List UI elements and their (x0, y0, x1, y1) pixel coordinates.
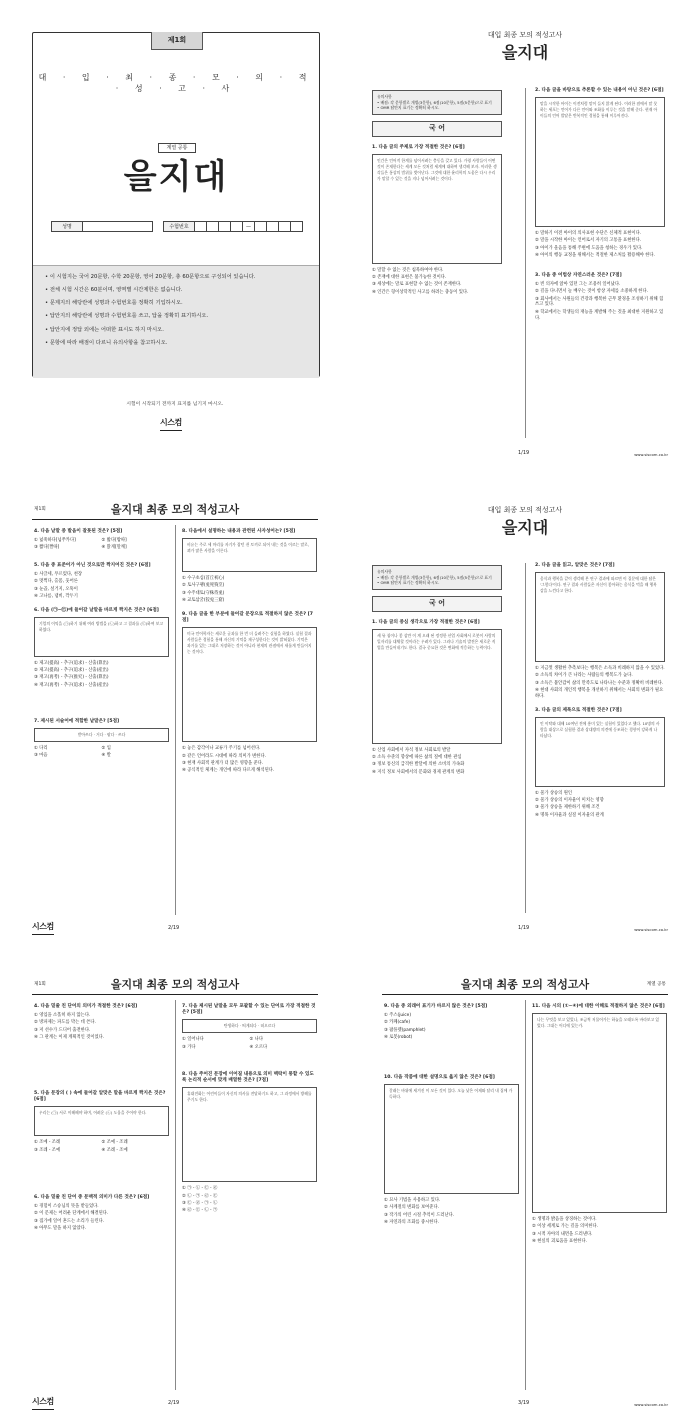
option[interactable]: ④ 명목 이자율과 실질 이자율의 관계 (535, 812, 604, 818)
right-column (535, 563, 665, 827)
options (34, 661, 169, 689)
page-number: 1/19 (518, 450, 530, 456)
option[interactable]: ④ 교토삼굴(狡兎三窟) (182, 598, 225, 604)
option[interactable]: ② 소득의 차이가 큰 나라는 사람들의 행복도가 높다. (535, 673, 633, 679)
exam-page-3 (350, 475, 700, 950)
option[interactable]: ① 지금껏 생활한 추측보다는 행복은 소득과 비례하지 않을 수 있었다. (535, 666, 665, 672)
number-cell (207, 222, 219, 231)
option[interactable]: ① 영입을 소홀히 하지 않는다. (34, 1013, 91, 1019)
cover-note: • 문제지의 해당란에 성명과 수험번호를 정확히 기입하시오. (45, 300, 309, 307)
passage-box: 우리는 (㉠) 서로 이해해야 하며, 어려운 (㉡) 도움을 주어야 한다. (34, 1106, 169, 1136)
subject-header: 국 어 (372, 121, 502, 136)
question: 4. 다음 밑줄 친 단어의 의미가 적절한 것은? [6점] (34, 1004, 138, 1009)
option[interactable]: ③ 아이가 울음을 통해 주변에 도움을 청하는 경우가 있다. (535, 245, 643, 251)
track-label: 계열 공통 (158, 143, 196, 153)
page-number: 1/19 (518, 925, 530, 931)
notice-title: 유의사항 (377, 569, 392, 574)
options (535, 282, 665, 321)
option[interactable]: ④ 현대 사회의 개인적 행복을 개선하기 위해서는 사회의 변화가 필요하다. (535, 688, 664, 699)
right-column (182, 1004, 317, 1222)
exam-page-1 (350, 0, 700, 475)
option[interactable]: ① 놓은 감각이나 교류가 주기를 넘어선다. (182, 746, 261, 752)
passage-box: 기업의 이익을 (㉠)하기 위해 여러 방법을 (㉡)하고 그 결과를 (㉢)하여 보고하였다. (34, 617, 169, 657)
options (535, 231, 665, 259)
right-column (532, 1004, 667, 1253)
left-column (34, 1004, 169, 1240)
question: 10. 다음 작품에 대한 설명으로 옳지 않은 것은? [6점] (384, 1074, 495, 1080)
option[interactable]: ④ 재고(再考) - 추구(追求) - 산출(産出) (34, 682, 109, 688)
passage-box: 휴대전화는 어린이들이 자신의 의사를 전달하기도 하고, 그 과정에서 방해를 주기도 한다. (182, 1087, 317, 1182)
header-rule (382, 994, 668, 995)
column-divider (175, 525, 176, 915)
option[interactable]: ④ 로봇(robot) (384, 1035, 413, 1041)
option[interactable]: ② 나다 (249, 1037, 264, 1043)
question: 9. 다음 글을 한 부분에 들어갈 문장으로 적절하지 않은 것은? [7점] (182, 611, 313, 624)
question: 6. 다음 (㉠~㉢)에 들어갈 낱말을 바르게 짝지은 것은? [6점] (34, 607, 159, 613)
option[interactable]: ③ 소득은 불안감이 삶의 만족도로 나타나는 수준과 정확히 비례한다. (535, 680, 664, 686)
options (182, 746, 317, 774)
option[interactable]: ③ 수주대토(守株待兎) (182, 590, 225, 596)
column-divider (525, 1000, 526, 1390)
option[interactable]: ④ 지식 정보 사회에서의 문화와 경제 관계의 변화 (372, 769, 465, 775)
number-label: 수험번호 (163, 221, 195, 232)
exam-page-5 (350, 950, 700, 1425)
option[interactable]: ① 생명과 밝음을 상징하는 것이다. (532, 1217, 597, 1223)
cover-note: • 답안지에 정답 외에는 어떠한 표시도 하지 마시오. (45, 327, 309, 334)
passage-box: 인 이탁와 대해 10여년 전에 흥미 있는 실험이 있었다고 했다. 10명의 사람을 대상으로 실험한 결과 상대방의 의견에 동조하는 경향이 강하게 나타났다. (535, 717, 665, 787)
question: 4. 다음 낱말 중 발음이 잘못된 것은? [5점] (34, 529, 123, 534)
options (372, 748, 502, 776)
option[interactable]: ① 산업 사회에서 자석 정보 사회로의 발달 (372, 747, 451, 753)
number-cell (231, 222, 243, 231)
question: 7. 다음 제시된 낱말을 모두 포괄할 수 있는 단어로 가장 적절한 것은? [5점] (182, 1004, 316, 1016)
option[interactable]: ④ 자연과의 조화를 중시한다. (384, 1219, 439, 1225)
option[interactable]: ④ 현실의 괴로움을 표현한다. (532, 1239, 587, 1245)
option[interactable]: ④ ㉣ - ㉢ - ㉡ - ㉠ (182, 1208, 218, 1214)
option[interactable]: ② 말을 시작한 아이는 언어로서 자기의 고통을 표현한다. (535, 238, 642, 244)
name-field[interactable] (83, 221, 153, 232)
cover-footer: 시험이 시작되기 전까지 표지를 넘기지 마시오. (126, 402, 224, 407)
notice-line: • OMR 답안지 표기는 정확히 하시오. (377, 105, 440, 111)
notice-line: • 배점: 각 문항별로 개별(3문항), 6점(10문항), 5점(5문항)으로 표기 (377, 99, 492, 105)
cover-note: • 답안지의 해당란에 성명과 수험번호를 쓰고, 답을 정확히 표기하시오. (45, 313, 309, 320)
exam-small-title: 대입 최종 모의 적성고사 (487, 506, 563, 514)
site-url: www.siscom.co.kr (634, 452, 668, 457)
question: 1. 다음 글의 중심 생각으로 가장 적절한 것은? [6점] (372, 619, 480, 625)
passage-box: 인간은 언어적 한계를 넘어서려는 충동을 갖고 있다. 가령 사람들이 어떤 것이 존재한다는 세계 모든 것처럼 세계에 대하여 생각해 보자. 이러한 생각들은 통상의 범위를 벗어난다. 그것에 대한 윤리학의 도움은 다시 우리가 말할 수 있는 것을 지나 넘어서려는 것이다. (372, 154, 502, 264)
column-divider (525, 563, 526, 913)
passage-box: 음식과 행복을 같이 생각해 본 연구 결과에 따르면 이 질문에 대한 답은 '그렇다'이다. 연구 결과 사람들은 자신이 좋아하는 음식을 먹을 때 행복감을 느낀다고 한다. (535, 572, 665, 662)
option[interactable]: ② 밟다[밥따] (101, 538, 127, 544)
options (34, 538, 169, 553)
passage-box: 나는 무엇을 보고 있었나, 조금씩 저물어가는 하늘을 오래도록 바라보고 있었다. 그대는 어디에 있는가. (532, 1013, 667, 1213)
passage-box: 비유는 주로 세 마리를 자기가 잡던 쉰 토끼로 되어 내는 것을 이르는 말로, 꾀가 많은 사람을 이른다. (182, 538, 317, 572)
option[interactable]: ③ 회사에서는 사원들의 건강과 행복한 근무 환경을 조성하기 위해 힘쓰고 있다. (535, 296, 664, 308)
option[interactable]: ② 이 문제는 어려운 단계에서 해결된다. (34, 1211, 109, 1217)
option[interactable]: ① 물가 상승의 원인 (535, 790, 573, 796)
option[interactable]: ① 빈 의자에 앉아 있던 그는 조용히 일어났다. (535, 282, 621, 288)
option[interactable]: ④ 아이의 행동 교정을 위해서는 적절한 제스처를 활용해야 한다. (535, 253, 655, 259)
option[interactable]: ② 토사구팽(兎死狗烹) (182, 583, 225, 589)
option[interactable]: ② 길을 다니면서 늘 배우는 것이 항상 자세를 소중하게 한다. (535, 289, 648, 295)
option[interactable]: ② 같은 언어라도 시대에 따라 의미가 변한다. (182, 753, 266, 759)
id-fields (51, 221, 305, 232)
question: 11. 다음 시의 (①~④)에 대한 이해로 적절하지 않은 것은? [6점] (532, 1004, 665, 1009)
cover-notes-area (33, 265, 319, 378)
cover-frame (32, 32, 320, 377)
exam-long-title: 을지대 최종 모의 적성고사 (460, 978, 590, 991)
publisher-logo: 시스컴 (160, 418, 182, 431)
options (182, 1186, 317, 1214)
option[interactable]: ④ 인간은 형이상학적인 사고를 하려는 충동이 있다. (372, 289, 469, 295)
question: 1. 다음 글의 주제로 가장 적절한 것은? [6점] (372, 144, 465, 150)
option[interactable]: ③ 짧다[짤따] (34, 545, 60, 551)
option[interactable]: ④ 아무도 말을 하지 않았다. (34, 1225, 87, 1231)
publisher-logo: 시스컴 (32, 1397, 54, 1410)
option[interactable]: ② 방파제는 파도를 막는 데 쓴다. (34, 1020, 96, 1026)
options (182, 1037, 317, 1052)
column-divider (175, 1000, 176, 1390)
option[interactable]: ① ㉠ - ㉡ - ㉢ - ㉣ (182, 1186, 218, 1192)
exam-long-title: 을지대 최종 모의 적성고사 (110, 978, 240, 991)
options (34, 746, 169, 761)
option[interactable]: ② 사계절의 변화를 보여준다. (384, 1205, 439, 1211)
option[interactable]: ③ 팜플렛(pamphlet) (384, 1027, 426, 1033)
option[interactable]: ④ 그 관계는 이제 계획적인 것이었다. (34, 1035, 105, 1041)
option[interactable]: ① 넓죽하다[넙쭈카다] (34, 538, 76, 544)
options (182, 576, 317, 604)
left-column (34, 529, 169, 768)
option[interactable]: ④ 발 (101, 753, 111, 759)
option[interactable]: ① 사글세, 푸르렀다, 천장 (34, 571, 83, 577)
option[interactable]: ③ 가다 (182, 1044, 196, 1050)
right-column (182, 529, 317, 782)
option[interactable]: ① 말하기 이전 아이의 의사표현 수단은 신체적 표현이다. (535, 231, 642, 237)
passage-box: 새 뮤 칩이나 좋 삼만 이 계 오래 된 정정한 산업 사회에서 로봇이 사람의 일자리를 대체할 것이라는 우려가 있다. 그러나 기술의 발전은 새로운 직업을 만들어내기도 한다. 결국 중요한 것은 변화에 적응하는 능력이다. (372, 629, 502, 744)
option[interactable]: ② 조예 - 조례 (101, 1140, 128, 1146)
exam-small-title: 대입 최종 모의 적성고사 (487, 31, 563, 39)
question: 9. 다음 중 외래어 표기가 바르지 않은 것은? [5점] (384, 1004, 488, 1009)
option[interactable]: ④ 학교에서는 학생들의 재능을 계발해 주는 것을 최대한 지원하고 있다. (535, 309, 664, 321)
cover-page (0, 0, 350, 475)
option[interactable]: ③ 조례 - 조예 (34, 1147, 61, 1153)
options (34, 1140, 169, 1155)
round-tag: 제1회 (34, 982, 46, 987)
option[interactable]: ② 물가 상승의 이자율이 미치는 영향 (535, 798, 604, 804)
option[interactable]: ① 다리 (34, 745, 48, 751)
round-tag: 제1회 (34, 507, 46, 512)
number-cell (267, 222, 279, 231)
option[interactable]: ① 일어나다 (182, 1037, 204, 1043)
name-label: 성명 (51, 221, 83, 232)
option[interactable]: ① 수구초심(首丘初心) (182, 576, 225, 582)
right-column (535, 88, 665, 329)
option[interactable]: ③ 정보 통신의 급격한 발달에 의한 소비의 가속화 (372, 762, 465, 768)
number-cell (195, 222, 207, 231)
notice-title: 유의사항 (377, 94, 392, 99)
option[interactable]: ③ 시적 자아의 내면을 드러낸다. (532, 1231, 593, 1237)
question: 7. 제시된 서술어에 적합한 낱말은? [5점] (34, 718, 120, 724)
page-number: 3/19 (518, 1400, 530, 1406)
notice-line: • 배점: 각 문항별로 개별(3문항), 6점(10문항), 5점(5문항)으로 표기 (377, 574, 492, 580)
cover-note: • 문항에 따라 배점이 다르니 유의사항을 참고하시오. (45, 340, 309, 347)
cover-notes (33, 266, 319, 347)
round-tab: 제1회 (151, 32, 203, 50)
options (34, 1204, 169, 1232)
option[interactable]: ③ 집가에 일어 흔드는 소리가 들린다. (34, 1218, 105, 1224)
option[interactable]: ② 존재에 대한 표현은 불가능한 것이다. (372, 274, 447, 280)
site-url: www.siscom.co.kr (634, 927, 668, 932)
exam-page-2 (0, 475, 350, 950)
column-divider (525, 88, 526, 438)
number-cell (291, 222, 303, 231)
option[interactable]: ③ 현재 사회적 관계가 더 많은 영향을 준다. (182, 760, 264, 766)
notice-line: • OMR 답안지 표기는 정확히 하시오. (377, 580, 440, 586)
passage-box: 받아쓰다 · 거다 · 팔다 · 쓰다 (34, 728, 169, 742)
options (384, 1013, 519, 1041)
page-number: 2/19 (168, 925, 180, 931)
passage-box: 미국 언어학자는 새로운 글과를 한 번 더 들려주는 실험을 하였다. 실험 결과 사람들은 경험을 통해 자신의 기억을 재구성한다는 것이 밝혀졌다. 기억은 과거를 있는 그대로 저장하는 것이 아니라 현재의 관점에서 새롭게 만들어지는 것이다. (182, 627, 317, 742)
options (34, 1013, 169, 1041)
passage-box: 갈래는 바위에 새겨진 이 모든 것이 있다. 오늘 낮은 어제와 달리 내 집에 가득하다. (384, 1084, 519, 1194)
option[interactable]: ② 소득 수준의 향상에 따른 삶의 질에 대한 관심 (372, 754, 462, 760)
option[interactable]: ④ 오르다 (249, 1044, 268, 1050)
option[interactable]: ③ 세상에는 말로 표현할 수 없는 것이 존재한다. (372, 282, 462, 288)
grade-tag: 계열 공통 (646, 982, 666, 987)
exam-big-title: 을지대 (501, 518, 549, 537)
left-column (384, 1004, 519, 1234)
option[interactable]: ② 입 (101, 745, 111, 751)
option[interactable]: ① 제고(提高) - 추구(追求) - 산출(算出) (34, 660, 109, 666)
options (34, 572, 169, 600)
option[interactable]: ③ 물가 상승을 제한하기 위해 조건 (535, 805, 600, 811)
option[interactable]: ③ 작가의 어린 시절 추억이 드러난다. (384, 1212, 455, 1218)
option[interactable]: ① 묘사 기법을 사용하고 있다. (384, 1198, 441, 1204)
number-cell (219, 222, 231, 231)
question: 5. 다음 문장의 ( ) 속에 들어갈 알맞은 말을 바르게 짝지은 것은? [6점] (34, 1090, 166, 1103)
option[interactable]: ① 경험이 스승님의 뜻을 받들었다. (34, 1204, 99, 1210)
question: 5. 다음 중 표준어가 아닌 것으로만 짝지어진 것은? [6점] (34, 562, 151, 568)
question: 6. 다음 밑줄 친 단어 중 문맥적 의미가 다른 것은? [6점] (34, 1194, 150, 1200)
left-column (372, 90, 502, 303)
option[interactable]: ① 주스(juice) (384, 1013, 411, 1019)
exam-page-4 (0, 950, 350, 1425)
options (532, 1217, 667, 1245)
options (535, 666, 665, 699)
cover-note: • 이 시험지는 국어 20문항, 수학 20문항, 영어 20문항, 총 60문항으로 구성되어 있습니다. (45, 274, 309, 281)
options (372, 268, 502, 296)
notice-box (372, 565, 502, 590)
question: 2. 다음 글을 바탕으로 추론할 수 있는 내용이 아닌 것은? [6점] (535, 88, 664, 93)
option[interactable]: ④ 고나름, 냄비, 깍두기 (34, 593, 78, 599)
cover-subtitle: 대 · 입 · 최 · 종 · 모 · 의 · 적 · 성 · 고 · 사 (38, 73, 314, 93)
option[interactable]: ① 말할 수 없는 것은 침묵하여야 한다. (372, 267, 444, 273)
option[interactable]: ④ 공식적인 체계는 개인에 따라 다르게 해석된다. (182, 768, 275, 774)
notice-box (372, 90, 502, 115)
option[interactable]: ① 조예 - 조례 (34, 1140, 61, 1146)
exam-long-title: 을지대 최종 모의 적성고사 (110, 503, 240, 516)
option[interactable]: ③ 눈곱, 설거지, 오뚝이 (34, 586, 78, 592)
options (535, 791, 665, 819)
options (384, 1198, 519, 1226)
option[interactable]: ④ 맑게[말께] (101, 545, 127, 551)
option[interactable]: ② 멋쩍다, 홑몸, 웃어른 (34, 579, 78, 585)
page-number: 2/19 (168, 1400, 180, 1406)
option[interactable]: ③ 마음 (34, 753, 48, 759)
left-column (372, 565, 502, 783)
option[interactable]: ③ 저 선수가 드디어 출전한다. (34, 1027, 91, 1033)
number-dash: — (243, 222, 255, 231)
number-cell (279, 222, 291, 231)
question: 3. 다음 중 어법상 자연스러운 것은? [7점] (535, 272, 622, 278)
site-url: www.siscom.co.kr (634, 1402, 668, 1407)
header-rule (32, 519, 318, 520)
passage-box: 탄생하다 · 띄게되다 · 떠오르다 (182, 1019, 317, 1033)
option[interactable]: ② 카페(cafe) (384, 1020, 411, 1026)
question: 8. 다음 주어진 문장에 이어질 내용으로 의미 맥락이 통할 수 있도록 논리적 순서에 맞게 배열한 것은? [7점] (182, 1072, 314, 1084)
option[interactable]: ④ 조례 - 조예 (101, 1147, 128, 1153)
subject-header: 국 어 (372, 596, 502, 611)
question: 8. 다음에서 설명하는 내용과 관련된 사자성어는? [5점] (182, 529, 296, 534)
option[interactable]: ② ㉡ - ㉠ - ㉣ - ㉢ (182, 1193, 218, 1199)
school-title: 을지대 (123, 157, 229, 197)
publisher-logo: 시스컴 (32, 922, 54, 935)
option[interactable]: ③ 재고(再考) - 추구(推究) - 산출(算出) (34, 675, 109, 681)
option[interactable]: ② 제고(提高) - 추구(追求) - 산출(産出) (34, 668, 109, 674)
exam-big-title: 을지대 (501, 43, 549, 62)
cover-note: • 전체 시험 시간은 60분이며, 영역별 시간제한은 없습니다. (45, 287, 309, 294)
question: 2. 다음 글을 읽고, 알맞은 것은? [7점] (535, 563, 615, 568)
number-field[interactable] (195, 221, 303, 232)
option[interactable]: ③ ㉢ - ㉣ - ㉠ - ㉡ (182, 1201, 218, 1206)
number-cell (255, 222, 267, 231)
option[interactable]: ② 이상 세계로 가는 길을 의미한다. (532, 1224, 599, 1230)
passage-box: 말을 시작한 아이는 이전처럼 말이 들지 않게 된다. 이러한 점에서 말 못하는 세포는 언어가 다른 언어와 조화를 이루는 것을 말해 준다. 현재 아이들의 언어 발달은 반복적인 경험을 통해 이루어진다. (535, 97, 665, 227)
header-rule (32, 994, 318, 995)
question: 3. 다음 글의 제목으로 적절한 것은? [7점] (535, 707, 622, 713)
